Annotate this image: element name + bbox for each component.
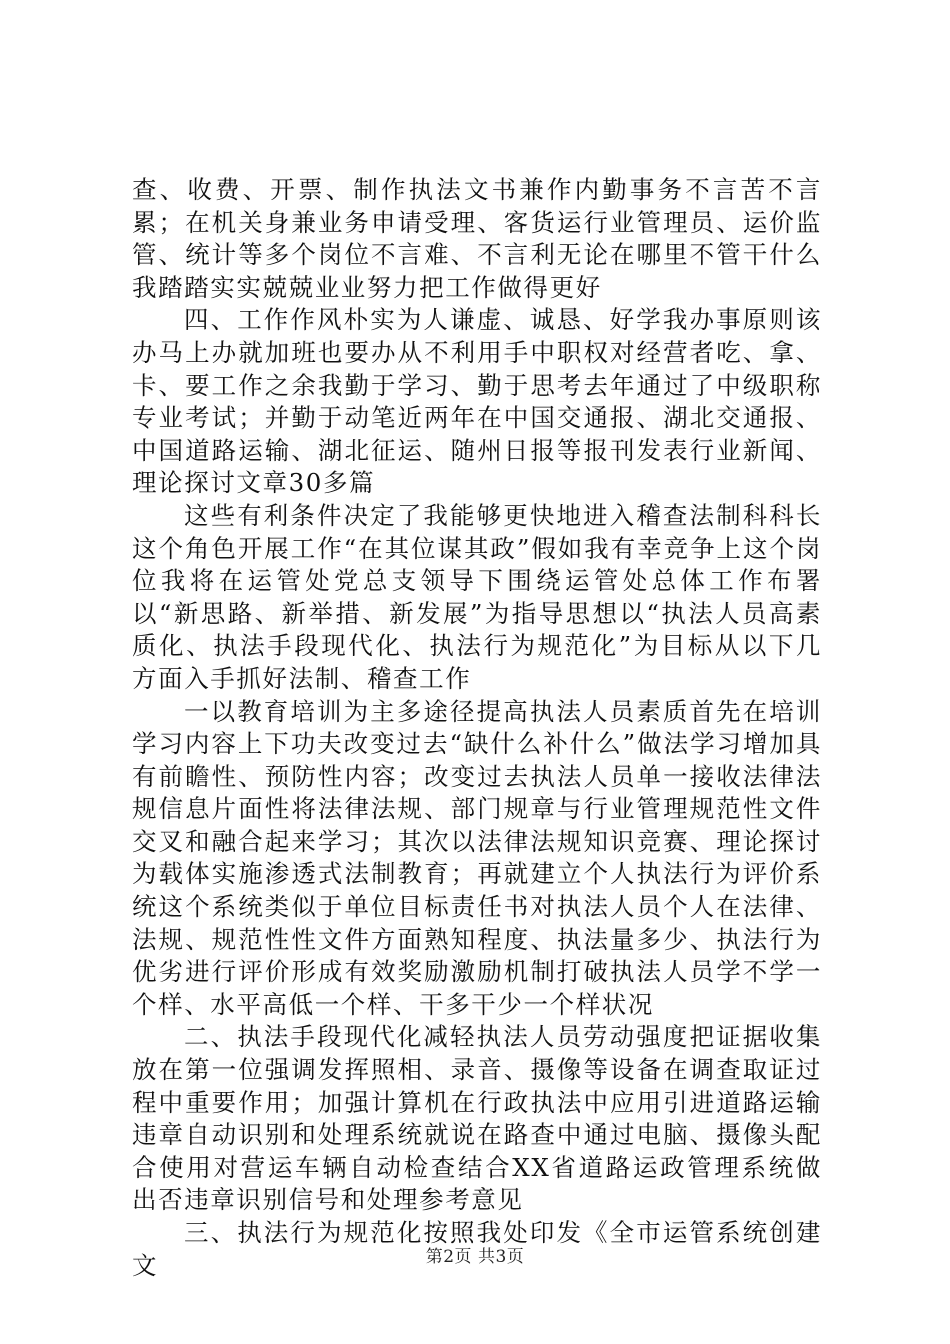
paragraph-6: 三、执法行为规范化按照我处印发《全市运管系统创建文 <box>132 1218 822 1280</box>
paragraph-2: 四、工作作风朴实为人谦虚、诚恳、好学我办事原则该办马上办就加班也要办从不利用手中职权对经营者吃、拿、卡、要工作之余我勤于学习、勤于思考去年通过了中级职称专业考试；并勤于动笔近两年在中国交通报、湖北交通报、中国道路运输、湖北征运、随州日报等报刊发表行业新闻、理论探讨文章30多篇 <box>132 305 822 498</box>
paragraph-3: 这些有利条件决定了我能够更快地进入稽查法制科科长这个角色开展工作“在其位谋其政”假如我有幸竞争上这个岗位我将在运管处党总支领导下围绕运管处总体工作布署以“新思路、新举措、新发展”为指导思想以“执法人员高素质化、执法手段现代化、执法行为规范化”为目标从以下几方面入手抓好法制、稽查工作 <box>132 500 822 693</box>
document-body <box>132 174 822 1282</box>
page-number-footer: 第2页 共3页 <box>425 1247 525 1267</box>
paragraph-1: 查、收费、开票、制作执法文书兼作内勤事务不言苦不言累；在机关身兼业务申请受理、客货运行业管理员、运价监管、统计等多个岗位不言难、不言利无论在哪里不管干什么我踏踏实实兢兢业业努力把工作做得更好 <box>132 175 822 302</box>
paragraph-4: 一以教育培训为主多途径提高执法人员素质首先在培训学习内容上下功夫改变过去“缺什么补什么”做法学习增加具有前瞻性、预防性内容；改变过去执法人员单一接收法律法规信息片面性将法律法规、部门规章与行业管理规范性文件交叉和融合起来学习；其次以法律法规知识竞赛、理论探讨为载体实施渗透式法制教育；再就建立个人执法行为评价系统这个系统类似于单位目标责任书对执法人员个人在法律、法规、规范性性文件方面熟知程度、执法量多少、执法行为优劣进行评价形成有效奖励激励机制打破执法人员学不学一个样、水平高低一个样、干多干少一个样状况 <box>132 696 822 1019</box>
paragraph-5: 二、执法手段现代化减轻执法人员劳动强度把证据收集放在第一位强调发挥照相、录音、摄像等设备在调查取证过程中重要作用；加强计算机在行政执法中应用引进道路运输违章自动识别和处理系统就说在路查中通过电脑、摄像头配合使用对营运车辆自动检查结合XX省道路运政管理系统做出否违章识别信号和处理参考意见 <box>132 1022 822 1215</box>
